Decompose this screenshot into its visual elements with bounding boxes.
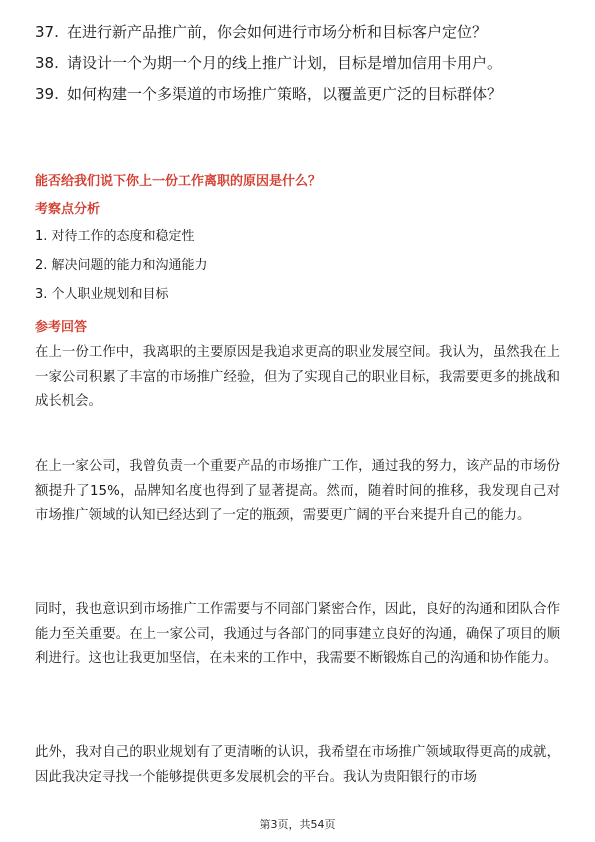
answer-paragraph: 同时，我也意识到市场推广工作需要与不同部门紧密合作，因此，良好的沟通和团队合作能力至关重要。在上一家公司，我通过与各部门的同事建立良好的沟通，确保了项目的顺利进行。这也让我更加坚信，在未来的工作中，我需要不断锻炼自己的沟通和协作能力。 [35,602,560,666]
question-number: 38. [35,54,59,72]
question-number: 37. [35,23,59,41]
question-item [35,22,565,42]
question-item [35,53,565,73]
answer-paragraph: 此外，我对自己的职业规划有了更清晰的认识，我希望在市场推广领域取得更高的成就，因此我决定寻找一个能够提供更多发展机会的平台。我认为贵阳银行的市场 [35,745,560,785]
analysis-item: 1. 对待工作的态度和稳定性 [35,229,195,244]
highlight-question: 能否给我们说下你上一份工作离职的原因是什么？ [35,174,322,189]
question-text: 在进行新产品推广前，你会如何进行市场分析和目标客户定位？ [67,23,488,41]
question-text: 请设计一个为期一个月的线上推广计划，目标是增加信用卡用户。 [67,54,503,72]
analysis-item: 2. 解决问题的能力和沟通能力 [35,258,208,273]
question-text: 如何构建一个多渠道的市场推广策略，以覆盖更广泛的目标群体？ [67,85,503,103]
analysis-heading: 考察点分析 [35,202,101,217]
question-number: 39. [35,85,59,103]
answer-paragraph: 在上一份工作中，我离职的主要原因是我追求更高的职业发展空间。我认为，虽然我在上一家公司积累了丰富的市场推广经验，但为了实现自己的职业目标，我需要更多的挑战和成长机会。 [35,345,560,409]
question-list [35,22,565,115]
page-footer: 第3页，共54页 [259,818,336,831]
question-item [35,84,565,104]
answer-paragraph: 在上一家公司，我曾负责一个重要产品的市场推广工作，通过我的努力，该产品的市场份额提升了15%，品牌知名度也得到了显著提高。然而，随着时间的推移，我发现自己对市场推广领域的认知已经达到了一定的瓶颈，需要更广阔的平台来提升自己的能力。 [35,459,560,523]
analysis-item: 3. 个人职业规划和目标 [35,287,169,302]
reference-heading: 参考回答 [35,320,88,335]
